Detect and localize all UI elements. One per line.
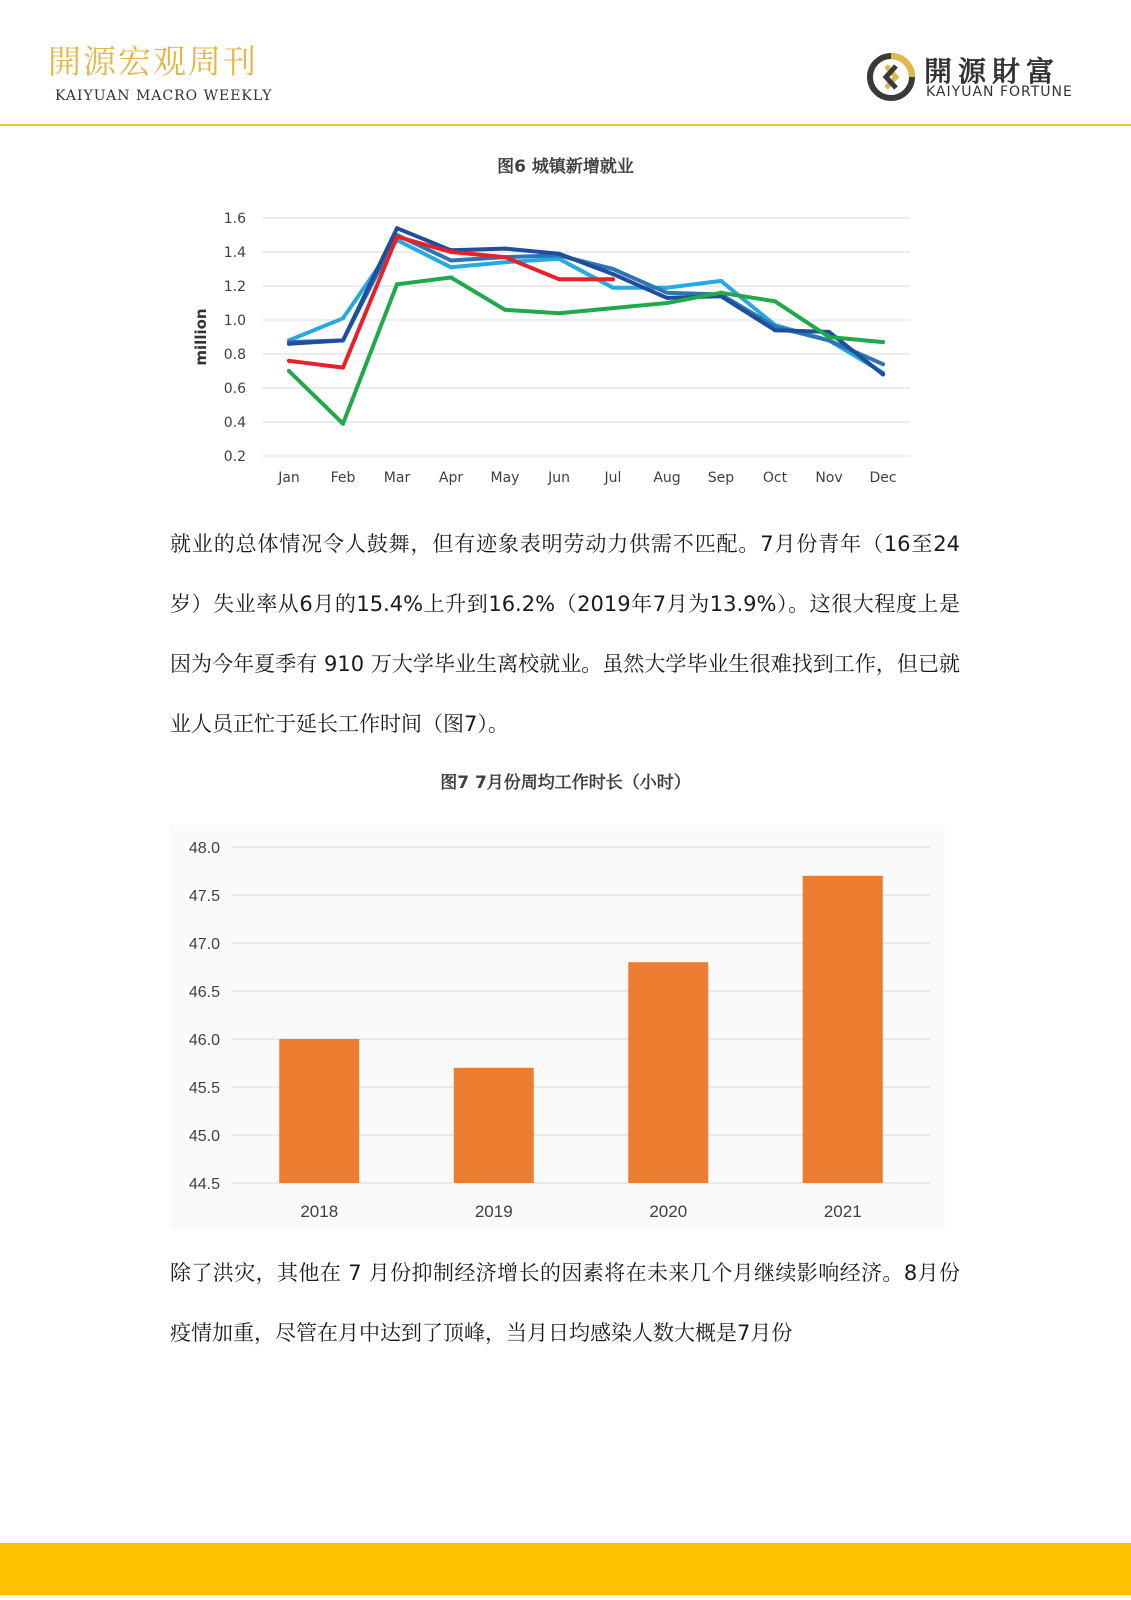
series-4-point (773, 299, 777, 303)
y-tick-label: 0.2 (223, 449, 246, 465)
series-4-point (719, 291, 723, 295)
series-line-2 (289, 235, 883, 364)
footer-bar (0, 1543, 1131, 1595)
logo-text-en: KAIYUAN FORTUNE (926, 84, 1073, 100)
series-line-3 (289, 228, 883, 374)
figure7-title: 图7 7月份周均工作时长（小时） (440, 773, 691, 793)
series-3-point (287, 342, 291, 346)
logo-mark-icon (866, 52, 916, 102)
series-line-1 (289, 240, 883, 373)
series-3-point (557, 252, 561, 256)
series-3-point (881, 372, 885, 376)
y-tick-label: 45.5 (188, 1080, 220, 1097)
paragraph-2: 除了洪灾，其他在 7 月份抑制经济增长的因素将在未来几个月继续影响经济。8月份疫情加重，尽管在月中达到了顶峰，当月日均感染人数大概是7月份 (170, 1261, 960, 1345)
x-tick-label: 2018 (300, 1202, 339, 1221)
series-4-point (665, 301, 669, 305)
x-tick-label: Nov (815, 470, 843, 486)
series-5-point (557, 277, 561, 281)
series-3-point (773, 328, 777, 332)
series-4-point (611, 306, 615, 310)
series-1-point (719, 279, 723, 283)
series-1-point (611, 286, 615, 290)
x-tick-label: 2019 (474, 1202, 513, 1221)
publication-title: 開源宏观周刊 (48, 42, 258, 81)
y-tick-label: 44.5 (188, 1176, 220, 1193)
y-tick-label: 47.5 (188, 888, 220, 905)
series-5-point (611, 277, 615, 281)
x-tick-label: Jul (604, 470, 622, 486)
series-3-point (665, 296, 669, 300)
publication-subtitle: KAIYUAN MACRO WEEKLY (55, 88, 273, 104)
y-tick-label: 1.6 (223, 211, 246, 227)
y-tick-label: 0.6 (223, 381, 246, 397)
x-tick-label: Feb (330, 470, 356, 486)
series-line-4 (289, 278, 883, 424)
series-3-point (395, 226, 399, 230)
y-tick-label: 1.4 (223, 245, 246, 261)
bar-2021 (803, 876, 883, 1183)
page-header (0, 0, 1131, 126)
x-tick-label: Mar (383, 470, 411, 486)
series-3-point (341, 338, 345, 342)
x-tick-label: 2020 (649, 1202, 688, 1221)
series-4-point (395, 282, 399, 286)
y-tick-label: 45.0 (188, 1128, 220, 1145)
series-2-point (449, 259, 453, 263)
series-1-point (341, 316, 345, 320)
series-2-point (881, 362, 885, 366)
bar-2018 (279, 1039, 359, 1183)
figure6-line-chart (180, 200, 940, 500)
series-2-point (665, 291, 669, 295)
paragraph-1: 就业的总体情况令人鼓舞，但有迹象表明劳动力供需不匹配。7月份青年（16至24岁）失业率从6月的15.4%上升到16.2%（2019年7月为13.9%）。这很大程度上是因为今年夏季有 910 万大学毕业生离校就业。虽然大学毕业生很难找到工作，但已就业人员正忙于延长工作时间（图7）。 (170, 532, 960, 736)
series-4-point (341, 422, 345, 426)
series-5-point (341, 366, 345, 370)
y-tick-label: 1.0 (223, 313, 246, 329)
series-5-point (287, 359, 291, 363)
series-4-point (557, 311, 561, 315)
series-4-point (449, 276, 453, 280)
series-4-point (503, 308, 507, 312)
series-2-point (611, 267, 615, 271)
series-3-point (611, 272, 615, 276)
x-tick-label: May (490, 470, 520, 486)
y-tick-label: 0.4 (223, 415, 246, 431)
series-4-point (827, 335, 831, 339)
y-tick-label: 0.8 (223, 347, 246, 363)
x-tick-label: Dec (869, 470, 897, 486)
bar-2019 (454, 1068, 534, 1183)
y-tick-label: 46.0 (188, 1032, 220, 1049)
x-tick-label: Jun (548, 470, 570, 486)
y-axis-label: million (192, 308, 210, 366)
x-tick-label: Oct (762, 470, 788, 486)
series-3-point (503, 247, 507, 251)
x-tick-label: 2021 (823, 1202, 862, 1221)
y-tick-label: 1.2 (223, 279, 246, 295)
series-1-point (503, 260, 507, 264)
x-tick-label: Sep (707, 470, 735, 486)
y-tick-label: 48.0 (188, 840, 220, 857)
x-tick-label: Aug (653, 470, 681, 486)
series-5-point (395, 235, 399, 239)
series-4-point (287, 369, 291, 373)
y-tick-label: 47.0 (188, 936, 220, 953)
header-divider (0, 124, 1131, 126)
x-tick-label: Apr (438, 470, 464, 486)
figure7-bar-chart (170, 825, 945, 1245)
series-5-point (503, 255, 507, 259)
x-tick-label: Jan (278, 470, 300, 486)
series-5-point (449, 250, 453, 254)
y-tick-label: 46.5 (188, 984, 220, 1001)
series-1-point (449, 265, 453, 269)
series-1-point (665, 286, 669, 290)
series-4-point (881, 340, 885, 344)
bar-2020 (628, 962, 708, 1183)
series-3-point (827, 330, 831, 334)
brand-logo (866, 50, 1086, 106)
figure6-title: 图6 城镇新增就业 (497, 157, 634, 177)
logo-text-cn: 開源財富 (924, 55, 1061, 88)
